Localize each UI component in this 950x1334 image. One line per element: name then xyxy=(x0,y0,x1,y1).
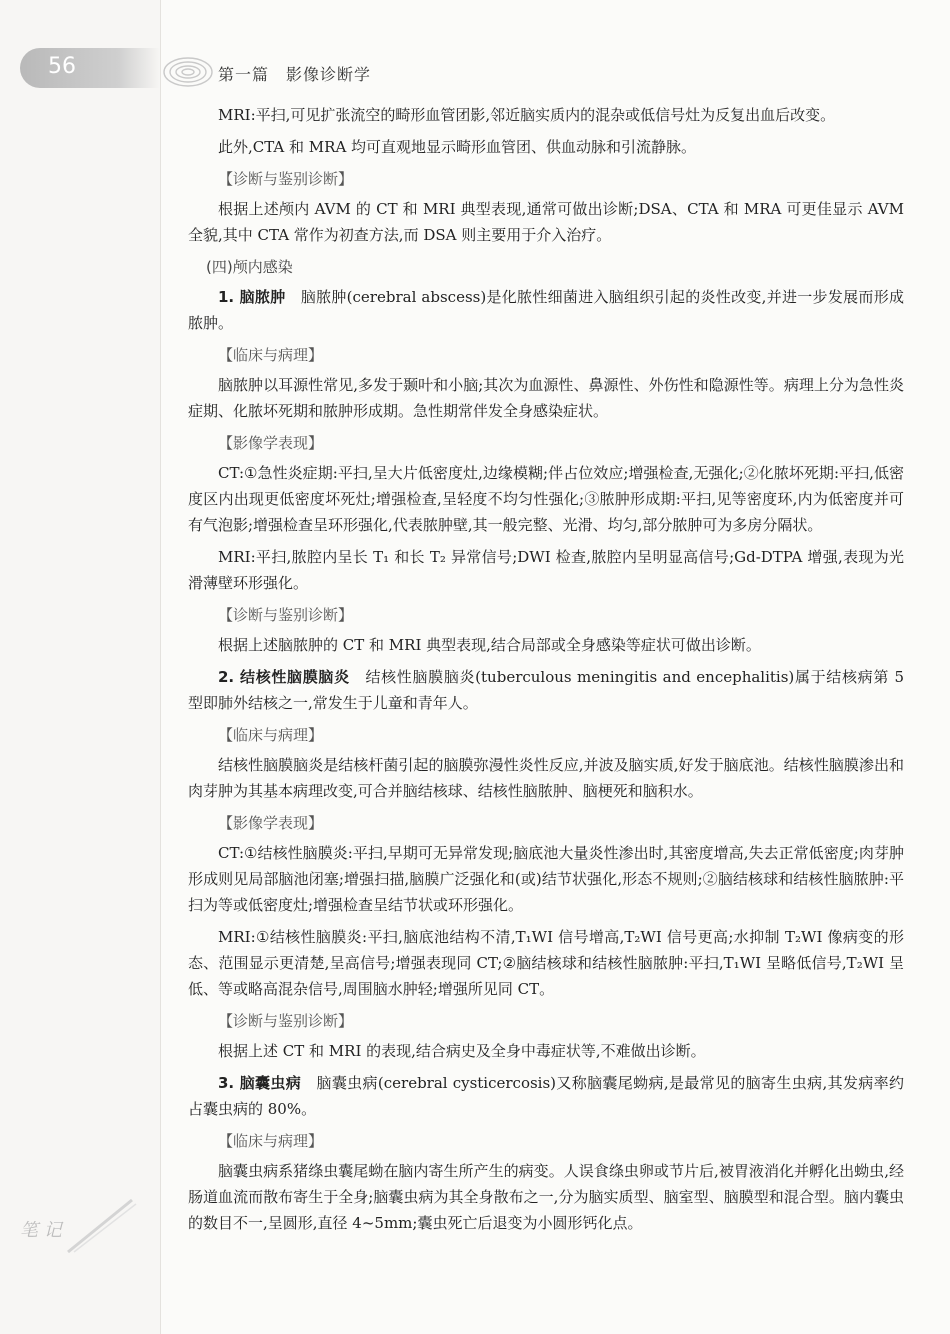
page-margin xyxy=(0,0,160,1334)
paragraph: 根据上述 CT 和 MRI 的表现,结合病史及全身中毒症状等,不难做出诊断。 xyxy=(218,1042,706,1060)
topic-heading: 2. 结核性脑膜脑炎 xyxy=(218,668,350,686)
paragraph-text: 结核性脑膜脑炎(tuberculous meningitis and encephalitis)属于结核病第 5 型即肺外结核之一,常发生于儿童和青年人。 xyxy=(188,668,904,712)
paragraph: MRI:①结核性脑膜炎:平扫,脑底池结构不清,T₁WI 信号增高,T₂WI 信号更高;水抑制 T₂WI 像病变的形态、范围显示更清楚,呈高信号;增强表现同 CT;②脑结核球和结核性脑脓肿:平扫,T₁WI 呈略低信号,T₂WI 呈低、等或略高混杂信号,周围脑水肿轻;增强所见同 CT。 xyxy=(188,928,904,998)
paragraph: 脑脓肿以耳源性常见,多发于颞叶和小脑;其次为血源性、鼻源性、外伤性和隐源性等。病理上分为急性炎症期、化脓坏死期和脓肿形成期。急性期常伴发全身感染症状。 xyxy=(188,376,904,420)
paragraph-text: 脑囊虫病(cerebral cysticercosis)又称脑囊尾蚴病,是最常见的脑寄生虫病,其发病率约占囊虫病的 80%。 xyxy=(188,1074,904,1118)
page-number-tab xyxy=(20,48,160,88)
section-heading: 【影像学表现】 xyxy=(218,814,324,832)
paragraph: 脑囊虫病系猪绦虫囊尾蚴在脑内寄生所产生的病变。人误食绦虫卵或节片后,被胃液消化并孵化出蚴虫,经肠道血流而散布寄生于全身;脑囊虫病为其全身散布之一,分为脑实质型、脑室型、脑膜型和混合型。脑内囊虫的数目不一,呈圆形,直径 4~5mm;囊虫死亡后退变为小圆形钙化点。 xyxy=(188,1162,904,1232)
paragraph: MRI:平扫,脓腔内呈长 T₁ 和长 T₂ 异常信号;DWI 检查,脓腔内呈明显高信号;Gd-DTPA 增强,表现为光滑薄壁环形强化。 xyxy=(188,548,904,592)
topic-heading: 1. 脑脓肿 xyxy=(218,288,286,306)
swirl-ornament-icon xyxy=(160,44,216,100)
section-heading: 【诊断与鉴别诊断】 xyxy=(218,606,354,624)
section-heading: 【影像学表现】 xyxy=(218,434,324,452)
subsection-heading: (四)颅内感染 xyxy=(206,258,293,276)
section-heading: 【临床与病理】 xyxy=(218,346,324,364)
section-heading: 【临床与病理】 xyxy=(218,1132,324,1150)
paragraph xyxy=(188,664,904,716)
paragraph: 此外,CTA 和 MRA 均可直观地显示畸形血管团、供血动脉和引流静脉。 xyxy=(218,138,697,156)
topic-heading: 3. 脑囊虫病 xyxy=(218,1074,302,1092)
paragraph: CT:①结核性脑膜炎:平扫,早期可无异常发现;脑底池大量炎性渗出时,其密度增高,失去正常低密度;肉芽肿形成则见局部脑池闭塞;增强扫描,脑膜广泛强化和(或)结节状强化,形态不规则;②脑结核球和结核性脑脓肿:平扫为等或低密度灶;增强检查呈结节状或环形强化。 xyxy=(188,844,904,914)
main-text xyxy=(188,102,904,1242)
paragraph: 结核性脑膜脑炎是结核杆菌引起的脑膜弥漫性炎性反应,并波及脑实质,好发于脑底池。结核性脑膜渗出和肉芽肿为其基本病理改变,可合并脑结核球、结核性脑脓肿、脑梗死和脑积水。 xyxy=(188,756,904,800)
running-header: 第一篇 影像诊断学 xyxy=(218,65,372,84)
paragraph: MRI:平扫,可见扩张流空的畸形血管团影,邻近脑实质内的混杂或低信号灶为反复出血后改变。 xyxy=(218,106,836,124)
page-number: 56 xyxy=(48,54,76,79)
margin-divider xyxy=(160,0,161,1334)
paragraph xyxy=(188,284,904,336)
paragraph: 根据上述脑脓肿的 CT 和 MRI 典型表现,结合局部或全身感染等症状可做出诊断。 xyxy=(218,636,761,654)
section-heading: 【诊断与鉴别诊断】 xyxy=(218,1012,354,1030)
notes-label: 笔 记 xyxy=(20,1220,62,1241)
section-heading: 【诊断与鉴别诊断】 xyxy=(218,170,354,188)
notes-margin xyxy=(20,1196,140,1260)
paragraph: 根据上述颅内 AVM 的 CT 和 MRI 典型表现,通常可做出诊断;DSA、CTA 和 MRA 可更佳显示 AVM 全貌,其中 CTA 常作为初查方法,而 DSA 则主要用于介入治疗。 xyxy=(188,200,904,244)
paragraph xyxy=(188,1070,904,1122)
paragraph-text: 脑脓肿(cerebral abscess)是化脓性细菌进入脑组织引起的炎性改变,并进一步发展而形成脓肿。 xyxy=(188,288,904,332)
section-heading: 【临床与病理】 xyxy=(218,726,324,744)
paragraph: CT:①急性炎症期:平扫,呈大片低密度灶,边缘模糊;伴占位效应;增强检查,无强化;②化脓坏死期:平扫,低密度区内出现更低密度坏死灶;增强检查,呈轻度不均匀性强化;③脓肿形成期:平扫,见等密度环,内为低密度并可有气泡影;增强检查呈环形强化,代表脓肿壁,其一般完整、光滑、均匀,部分脓肿可为多房分隔状。 xyxy=(188,464,904,534)
